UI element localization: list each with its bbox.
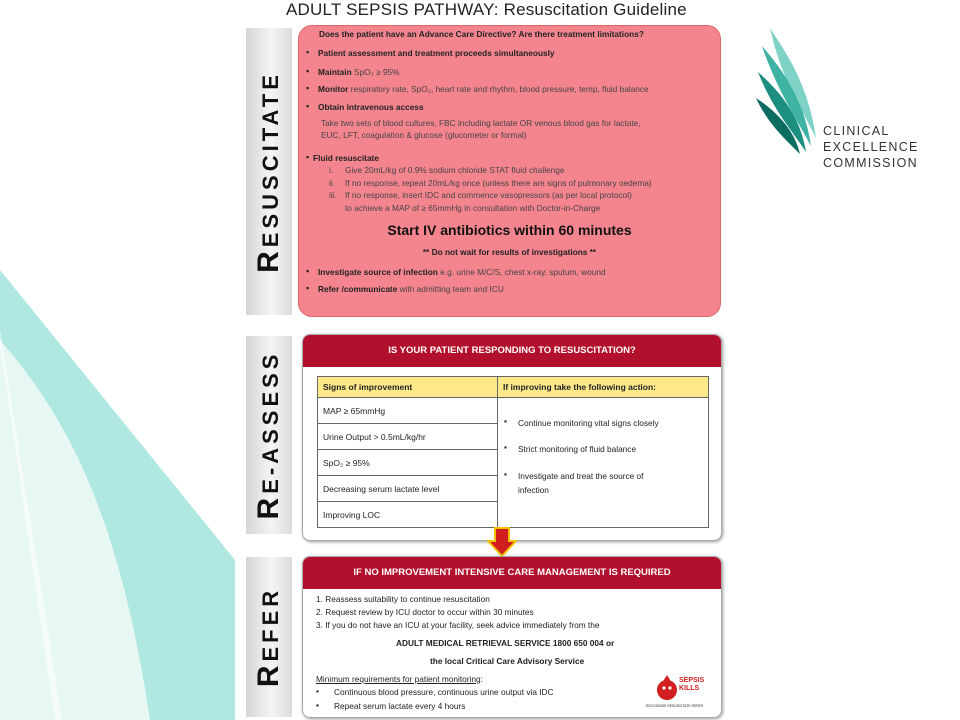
list-number: i.	[329, 165, 334, 175]
bullet-icon: ▪	[504, 442, 507, 452]
bullet-icon: ▪	[316, 700, 319, 710]
refer-step: 3. If you do not have an ICU at your facility, seek advice immediately from the	[316, 620, 600, 630]
bullet-icon: ▪	[316, 686, 319, 696]
bullet-icon: ▪	[306, 283, 310, 293]
list-number: ii.	[329, 178, 335, 188]
monitoring-item: Repeat serum lactate every 4 hours	[334, 701, 466, 711]
refer-step: 1. Reassess suitability to continue resuscitation	[316, 594, 490, 604]
reassess-header: IS YOUR PATIENT RESPONDING TO RESUSCITATION?	[303, 335, 721, 363]
sepsis-kills-logo	[646, 673, 716, 713]
improvement-table	[317, 376, 709, 528]
bullet-icon: ▪	[504, 469, 507, 479]
logo-word: KILLS	[679, 685, 700, 692]
min-requirements-heading: Minimum requirements for patient monitoring:	[316, 674, 483, 684]
iv-access-detail: EUC, LFT, coagulation & glucose (glucometer or formal)	[321, 130, 527, 140]
list-number: iii.	[329, 190, 337, 200]
bullet-icon: ▪	[306, 266, 310, 276]
tab-reassess: RE-ASSESS	[246, 336, 292, 534]
resuscitate-panel	[298, 25, 721, 317]
table-header: If improving take the following action:	[498, 377, 709, 398]
tab-resuscitate: RESUSCITATE	[246, 28, 292, 315]
table-cell: Urine Output > 0.5mL/kg/hr	[318, 424, 498, 450]
action-item: Continue monitoring vital signs closely	[518, 418, 659, 428]
tab-refer: REFER	[246, 557, 292, 717]
monitor-bullet: Monitor respiratory rate, SpO₂, heart rate and rhythm, blood pressure, temp, fluid balance	[318, 84, 649, 94]
fluid-step: If no response, repeat 20mL/kg once (unless there are signs of pulmonary oedema)	[345, 178, 652, 188]
action-item: Investigate and treat the source of	[518, 471, 644, 481]
logo-tagline: RECOGNISE RESUSCITATE REFER	[646, 704, 703, 708]
monitoring-item: Continuous blood pressure, continuous urine output via IDC	[334, 687, 554, 697]
refer-step: 2. Request review by ICU doctor to occur within 30 minutes	[316, 607, 534, 617]
bullet-icon: ▪	[504, 416, 507, 426]
investigate-bullet: Investigate source of infection e.g. urine M/C/S, chest x-ray, sputum, wound	[318, 267, 606, 277]
action-item: Strict monitoring of fluid balance	[518, 444, 637, 454]
organisation-name: CLINICAL EXCELLENCE COMMISSION	[823, 124, 919, 170]
retrieval-service: ADULT MEDICAL RETRIEVAL SERVICE 1800 650 004 or	[396, 638, 615, 648]
actions-cell	[498, 398, 709, 528]
fluid-step: to achieve a MAP of ≥ 65mmHg in consultation with Doctor-in-Charge	[345, 203, 601, 213]
critical-care-service: the local Critical Care Advisory Service	[430, 656, 585, 666]
iv-access-bullet: Obtain intravenous access	[318, 102, 424, 112]
logo-word: SEPSIS	[679, 677, 705, 684]
bullet-icon: ▪	[306, 47, 310, 57]
bullet-icon: ▪	[306, 152, 310, 162]
fluid-step: If no response, insert IDC and commence vasopressors (as per local protocol)	[345, 190, 632, 200]
bullet-icon: ▪	[306, 101, 310, 111]
table-cell: Decreasing serum lactate level	[318, 476, 498, 502]
table-cell: Improving LOC	[318, 502, 498, 528]
iv-access-detail: Take two sets of blood cultures, FBC including lactate OR venous blood gas for lactate,	[321, 118, 641, 128]
fluid-bullet: Fluid resuscitate	[313, 153, 379, 163]
table-cell: SpO₂ ≥ 95%	[318, 450, 498, 476]
table-header: Signs of improvement	[318, 377, 498, 398]
fluid-step: Give 20mL/kg of 0.9% sodium chloride STAT fluid challenge	[345, 165, 565, 175]
assessment-bullet: Patient assessment and treatment proceeds simultaneously	[318, 48, 555, 58]
maintain-bullet: Maintain SpO₂ ≥ 95%	[318, 67, 400, 77]
refer-bullet: Refer /communicate with admitting team and ICU	[318, 284, 504, 294]
clinical-excellence-commission-logo-icon	[756, 28, 818, 154]
bullet-icon: ▪	[306, 66, 310, 76]
advance-care-question: Does the patient have an Advance Care Directive? Are there treatment limitations?	[319, 29, 644, 39]
action-item: infection	[518, 485, 549, 495]
no-wait-note: ** Do not wait for results of investigations **	[422, 247, 597, 257]
table-cell: MAP ≥ 65mmHg	[318, 398, 498, 424]
refer-header: IF NO IMPROVEMENT INTENSIVE CARE MANAGEMENT IS REQUIRED	[303, 557, 721, 585]
sepsis-drop-icon	[656, 675, 678, 701]
down-arrow-icon	[487, 527, 517, 557]
antibiotics-heading: Start IV antibiotics within 60 minutes	[387, 222, 632, 238]
bullet-icon: ▪	[306, 83, 310, 93]
page-title: ADULT SEPSIS PATHWAY: Resuscitation Guideline	[286, 0, 687, 19]
